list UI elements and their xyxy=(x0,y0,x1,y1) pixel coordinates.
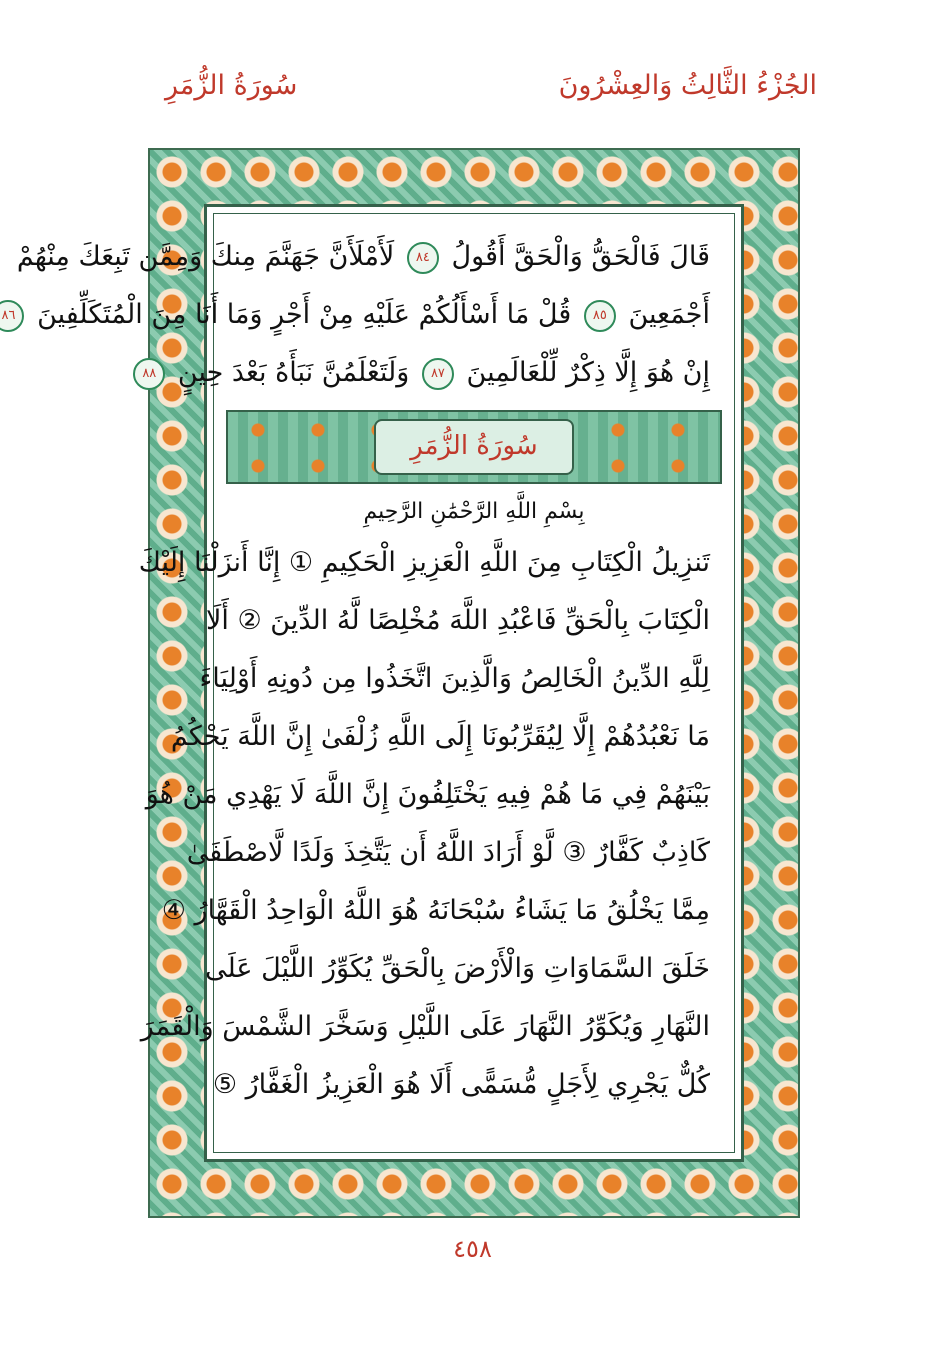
juz-title: الجُزْءُ الثَّالِثُ وَالعِشْرُونَ xyxy=(558,70,817,101)
verse-line: لِلَّهِ الدِّينُ الْخَالِصُ وَالَّذِينَ اتَّخَذُوا مِن دُونِهِ أَوْلِيَاءَ xyxy=(199,663,710,694)
verse-line: النَّهَارِ وَيُكَوِّرُ النَّهَارَ عَلَى اللَّيْلِ وَسَخَّرَ الشَّمْسَ وَالْقَمَرَ xyxy=(140,1011,710,1042)
verse-line: خَلَقَ السَّمَاوَاتِ وَالْأَرْضَ بِالْحَقِّ يُكَوِّرُ اللَّيْلَ عَلَى xyxy=(204,953,710,984)
ayah-number-marker: ٨٥ xyxy=(584,300,616,332)
ayah-number-marker: ٨٤ xyxy=(407,242,439,274)
ayah-number-marker: ٨٦ xyxy=(0,300,24,332)
page-number: ٤٥٨ xyxy=(453,1235,492,1263)
verse-line: مَا نَعْبُدُهُمْ إِلَّا لِيُقَرِّبُونَا إِلَى اللَّهِ زُلْفَىٰ إِنَّ اللَّهَ يَحْكُمُ xyxy=(170,721,710,752)
verse-line: مِمَّا يَخْلُقُ مَا يَشَاءُ سُبْحَانَهُ هُوَ اللَّهُ الْوَاحِدُ الْقَهَّارُ ④ xyxy=(161,895,710,926)
ornamental-border xyxy=(1,148,800,1218)
verse-line: أَجْمَعِينَ ٨٥ قُلْ مَا أَسْأَلُكُمْ عَلَيْهِ مِنْ أَجْرٍ وَمَا أَنَا مِنَ الْمُتَكَلِّفِينَ ٨٦ xyxy=(238,286,710,344)
quran-text xyxy=(1,228,710,1138)
verse-line: كَاذِبٌ كَفَّارٌ ③ لَّوْ أَرَادَ اللَّهُ أَن يَتَّخِذَ وَلَدًا لَّاصْطَفَىٰ xyxy=(186,837,710,868)
page-frame xyxy=(1,204,744,1162)
surah-title: سُورَةُ الزُّمَرِ xyxy=(374,419,574,475)
inner-frame xyxy=(1,213,735,1153)
verse-line: الْكِتَابَ بِالْحَقِّ فَاعْبُدِ اللَّهَ مُخْلِصًا لَّهُ الدِّينَ ② أَلَا xyxy=(206,605,710,636)
verse-line: كُلٌّ يَجْرِي لِأَجَلٍ مُّسَمًّى أَلَا هُوَ الْعَزِيزُ الْغَفَّارُ ⑤ xyxy=(212,1069,710,1100)
surah-title-band xyxy=(226,410,722,484)
verse-line: تَنزِيلُ الْكِتَابِ مِنَ اللَّهِ الْعَزِيزِ الْحَكِيمِ ① إِنَّا أَنزَلْنَا إِلَيْكَ xyxy=(138,547,710,578)
ayah-number-marker: ٨٨ xyxy=(133,358,165,390)
verse-line: قَالَ فَالْحَقُّ وَالْحَقَّ أَقُولُ ٨٤ لَأَمْلَأَنَّ جَهَنَّمَ مِنكَ وَمِمَّن تَبِعَكَ مِنْهُمْ xyxy=(16,241,710,272)
ayah-number-marker: ٨٧ xyxy=(422,358,454,390)
surah-header-title: سُورَةُ الزُّمَرِ xyxy=(165,70,298,101)
basmala: بِسْمِ اللَّهِ الرَّحْمَٰنِ الرَّحِيمِ xyxy=(363,499,585,524)
verse-line: إِنْ هُوَ إِلَّا ذِكْرٌ لِّلْعَالَمِينَ ٨٧ وَلَتَعْلَمُنَّ نَبَأَهُ بَعْدَ حِينٍ ٨٨ xyxy=(238,344,710,402)
verse-line: بَيْنَهُمْ فِي مَا هُمْ فِيهِ يَخْتَلِفُونَ إِنَّ اللَّهَ لَا يَهْدِي مَنْ هُوَ xyxy=(145,779,710,810)
